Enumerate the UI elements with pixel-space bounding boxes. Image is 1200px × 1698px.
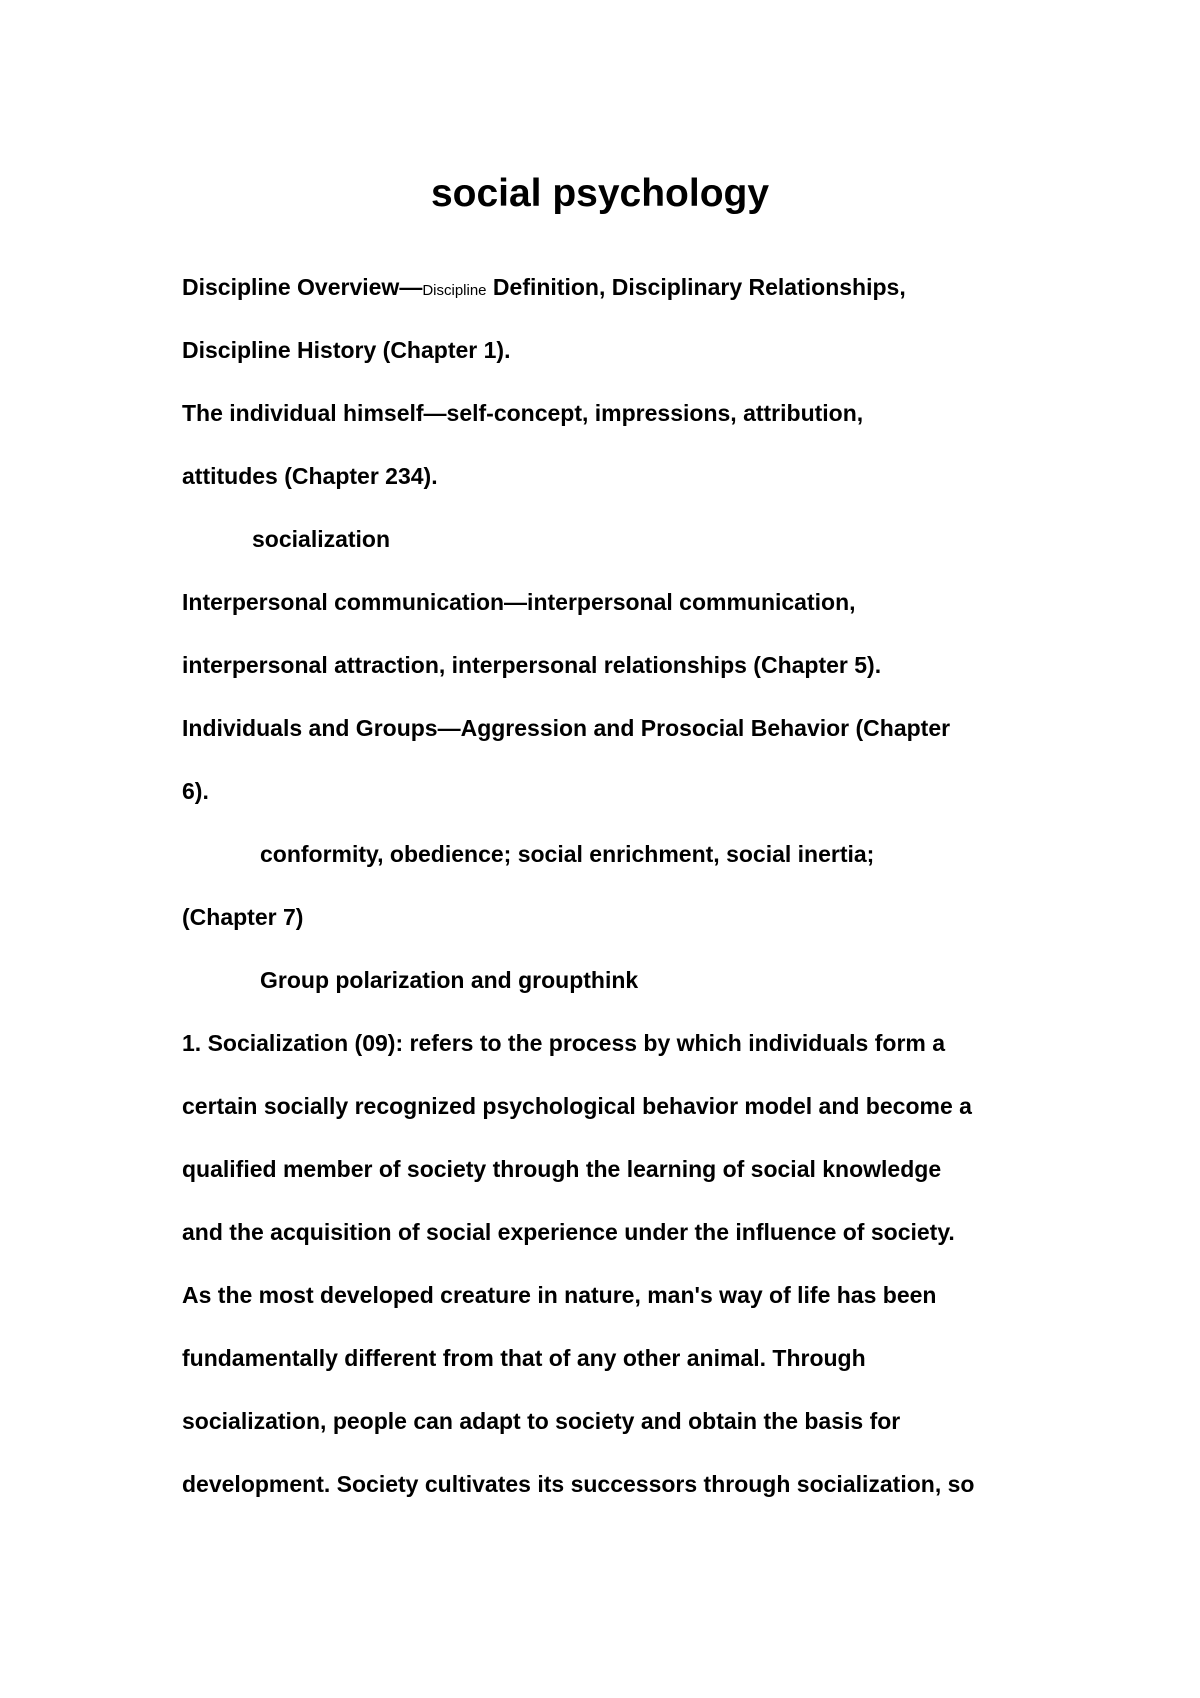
text-line: (Chapter 7) bbox=[182, 904, 304, 930]
text-line: socialization bbox=[252, 526, 391, 552]
text-line: Group polarization and groupthink bbox=[260, 967, 639, 993]
text-fragment: Discipline Overview— bbox=[182, 274, 423, 300]
text-line: and the acquisition of social experience under the influence of society. bbox=[182, 1219, 955, 1245]
text-line: Discipline History (Chapter 1). bbox=[182, 337, 511, 363]
text-line: attitudes (Chapter 234). bbox=[182, 463, 438, 489]
text-line: The individual himself—self-concept, impressions, attribution, bbox=[182, 400, 864, 426]
text-line: certain socially recognized psychological behavior model and become a bbox=[182, 1093, 972, 1119]
text-line: fundamentally different from that of any other animal. Through bbox=[182, 1345, 866, 1371]
text-line: Individuals and Groups—Aggression and Prosocial Behavior (Chapter bbox=[182, 715, 951, 741]
document-title: social psychology bbox=[430, 172, 770, 215]
text-line bbox=[182, 272, 906, 306]
text-line: socialization, people can adapt to society and obtain the basis for bbox=[182, 1408, 901, 1434]
text-line: Interpersonal communication—interpersonal communication, bbox=[182, 589, 856, 615]
text-line: development. Society cultivates its successors through socialization, so bbox=[182, 1471, 975, 1497]
text-fragment-small: Discipline bbox=[422, 282, 487, 299]
text-fragment: Definition, Disciplinary Relationships, bbox=[486, 274, 906, 300]
text-line: interpersonal attraction, interpersonal relationships (Chapter 5). bbox=[182, 652, 882, 678]
text-line: conformity, obedience; social enrichment, social inertia; bbox=[260, 841, 875, 867]
text-line: qualified member of society through the learning of social knowledge bbox=[182, 1156, 942, 1182]
text-line: As the most developed creature in nature, man's way of life has been bbox=[182, 1282, 937, 1308]
text-line: 1. Socialization (09): refers to the process by which individuals form a bbox=[182, 1030, 946, 1056]
text-line: 6). bbox=[182, 778, 209, 804]
